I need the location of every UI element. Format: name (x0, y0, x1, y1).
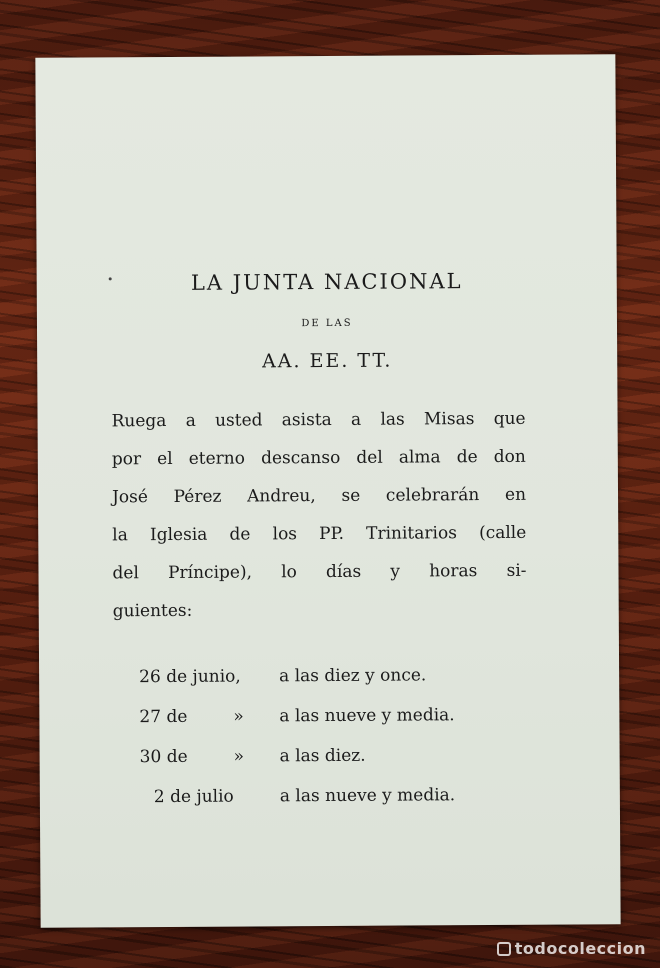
schedule-date: 30 de (139, 746, 188, 768)
schedule-row (140, 743, 540, 785)
body-line: del Príncipe), lo días y horas si- (112, 560, 527, 584)
schedule-row (139, 703, 539, 745)
schedule-time: a las diez y once. (279, 665, 427, 687)
body-line: por el eterno descanso del alma de don (111, 446, 526, 470)
schedule-time: a las diez. (279, 745, 366, 767)
body-line: guientes: (112, 600, 193, 622)
schedule-time: a las nueve y media. (279, 785, 456, 807)
mass-schedule (139, 663, 540, 825)
card-subtitle: DE LAS (301, 317, 353, 330)
schedule-row (140, 783, 540, 825)
schedule-ditto: » (233, 706, 244, 727)
site-watermark (497, 939, 646, 958)
body-line: José Pérez Andreu, se celebrarán en (111, 484, 527, 508)
schedule-date: 27 de (139, 706, 188, 728)
schedule-row (139, 663, 539, 705)
schedule-date: 26 de junio, (139, 666, 241, 688)
card-abbreviation: AA. EE. TT. (261, 349, 393, 373)
body-line: la Iglesia de los PP. Trinitarios (calle (112, 522, 527, 546)
card-title: LA JUNTA NACIONAL (190, 269, 463, 295)
invitation-text (111, 407, 526, 638)
schedule-date: 2 de julio (153, 786, 234, 808)
schedule-time: a las nueve y media. (279, 705, 455, 727)
schedule-ditto: » (233, 746, 245, 767)
todocoleccion-logo-icon (497, 942, 511, 956)
body-line: Ruega a usted asista a las Misas que (111, 408, 526, 432)
memorial-card (35, 54, 620, 928)
watermark-text: todocoleccion (514, 939, 646, 958)
